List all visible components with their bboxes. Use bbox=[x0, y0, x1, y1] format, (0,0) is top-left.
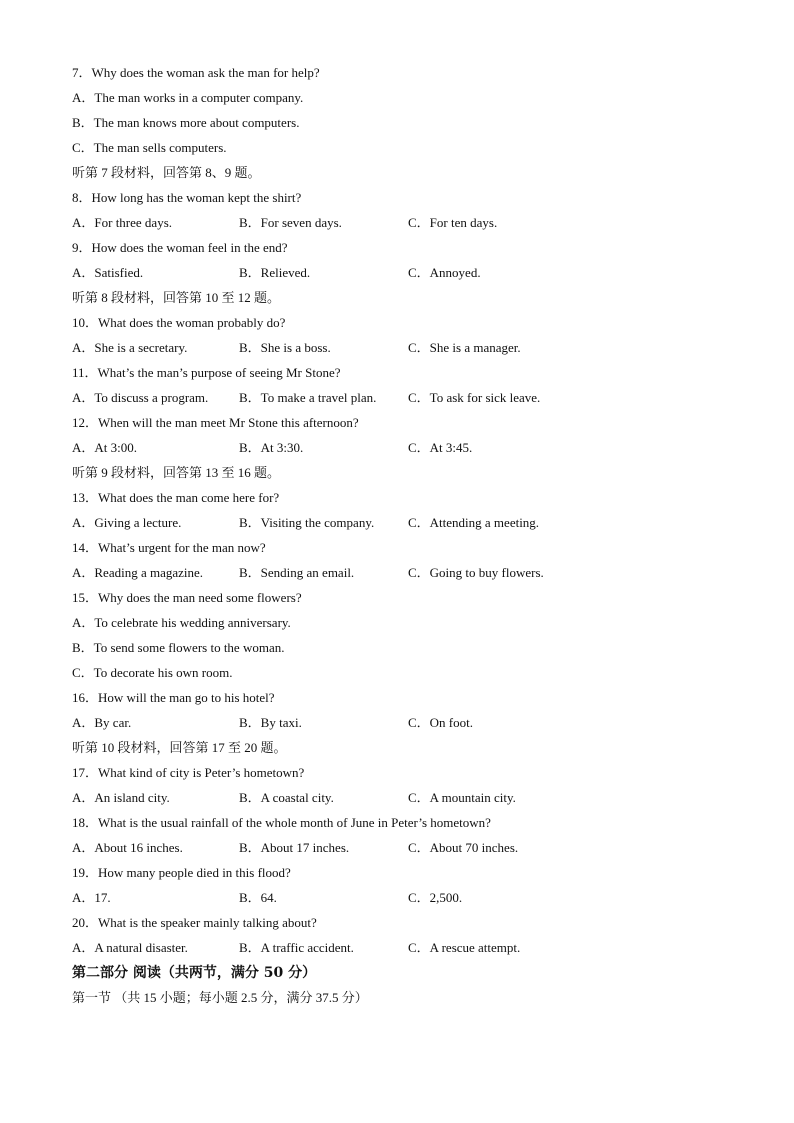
answer-option: C．She is a manager. bbox=[408, 340, 521, 355]
answer-option: C．A rescue attempt. bbox=[408, 940, 521, 955]
option-row bbox=[72, 339, 732, 364]
answer-option: A．Giving a lecture. bbox=[72, 515, 182, 530]
text-line: 11．What’s the man’s purpose of seeing Mr Stone? bbox=[72, 365, 341, 380]
answer-option: C．On foot. bbox=[408, 715, 474, 730]
text-line: B．To send some flowers to the woman. bbox=[72, 640, 285, 655]
text-line: 10．What does the woman probably do? bbox=[72, 315, 286, 330]
option-row bbox=[72, 439, 732, 464]
question-list bbox=[72, 64, 732, 1014]
answer-option: B．Sending an email. bbox=[239, 565, 355, 580]
answer-option: B．At 3:30. bbox=[239, 440, 304, 455]
answer-option: A．To discuss a program. bbox=[72, 390, 209, 405]
answer-option: B．A traffic accident. bbox=[239, 940, 354, 955]
answer-option: B．She is a boss. bbox=[239, 340, 331, 355]
text-line: 18．What is the usual rainfall of the whole month of June in Peter’s hometown? bbox=[72, 815, 491, 830]
answer-option: A．17. bbox=[72, 890, 111, 905]
option-row bbox=[72, 714, 732, 739]
answer-option: B．By taxi. bbox=[239, 715, 302, 730]
answer-option: C．To ask for sick leave. bbox=[408, 390, 541, 405]
text-line: 14．What’s urgent for the man now? bbox=[72, 540, 266, 555]
option-row bbox=[72, 789, 732, 814]
text-line: 8．How long has the woman kept the shirt? bbox=[72, 190, 302, 205]
text-line: 听第 10 段材料，回答第 17 至 20 题。 bbox=[72, 740, 287, 755]
answer-option: B．A coastal city. bbox=[239, 790, 334, 805]
text-line: A．The man works in a computer company. bbox=[72, 90, 304, 105]
text-line: 12．When will the man meet Mr Stone this afternoon? bbox=[72, 415, 359, 430]
answer-option: C．A mountain city. bbox=[408, 790, 516, 805]
answer-option: B．For seven days. bbox=[239, 215, 342, 230]
text-line: 7．Why does the woman ask the man for help? bbox=[72, 65, 320, 80]
text-line: C．To decorate his own room. bbox=[72, 665, 233, 680]
option-row bbox=[72, 514, 732, 539]
answer-option: C．About 70 inches. bbox=[408, 840, 519, 855]
answer-option: A．About 16 inches. bbox=[72, 840, 183, 855]
text-line: 听第 9 段材料，回答第 13 至 16 题。 bbox=[72, 465, 281, 480]
text-line: 15．Why does the man need some flowers? bbox=[72, 590, 302, 605]
answer-option: C．For ten days. bbox=[408, 215, 498, 230]
text-line: 第一节 （共 15 小题；每小题 2.5 分，满分 37.5 分） bbox=[72, 990, 368, 1005]
answer-option: A．Reading a magazine. bbox=[72, 565, 204, 580]
answer-option: A．She is a secretary. bbox=[72, 340, 188, 355]
answer-option: C．At 3:45. bbox=[408, 440, 473, 455]
answer-option: A．An island city. bbox=[72, 790, 170, 805]
option-row bbox=[72, 389, 732, 414]
text-line: 13．What does the man come here for? bbox=[72, 490, 280, 505]
option-row bbox=[72, 939, 732, 964]
answer-option: A．Satisfied. bbox=[72, 265, 144, 280]
text-line: 19．How many people died in this flood? bbox=[72, 865, 291, 880]
answer-option: B．Visiting the company. bbox=[239, 515, 375, 530]
answer-option: B．64. bbox=[239, 890, 277, 905]
answer-option: C．Attending a meeting. bbox=[408, 515, 540, 530]
option-row bbox=[72, 214, 732, 239]
option-row bbox=[72, 839, 732, 864]
option-row bbox=[72, 889, 732, 914]
text-line: 16．How will the man go to his hotel? bbox=[72, 690, 275, 705]
answer-option: C．2,500. bbox=[408, 890, 463, 905]
text-line: 9．How does the woman feel in the end? bbox=[72, 240, 288, 255]
text-line: B．The man knows more about computers. bbox=[72, 115, 300, 130]
answer-option: A．At 3:00. bbox=[72, 440, 138, 455]
text-line: 听第 7 段材料，回答第 8、9 题。 bbox=[72, 165, 261, 180]
text-line: C．The man sells computers. bbox=[72, 140, 227, 155]
text-line: A．To celebrate his wedding anniversary. bbox=[72, 615, 291, 630]
text-line: 20．What is the speaker mainly talking about? bbox=[72, 915, 317, 930]
answer-option: B．About 17 inches. bbox=[239, 840, 350, 855]
answer-option: C．Annoyed. bbox=[408, 265, 481, 280]
answer-option: A．For three days. bbox=[72, 215, 173, 230]
answer-option: B．To make a travel plan. bbox=[239, 390, 377, 405]
text-line: 听第 8 段材料，回答第 10 至 12 题。 bbox=[72, 290, 281, 305]
answer-option: A．By car. bbox=[72, 715, 132, 730]
option-row bbox=[72, 564, 732, 589]
answer-option: C．Going to buy flowers. bbox=[408, 565, 544, 580]
section-heading: 第二部分 阅读（共两节，满分 50 分） bbox=[72, 965, 317, 981]
text-line: 17．What kind of city is Peter’s hometown? bbox=[72, 765, 305, 780]
answer-option: B．Relieved. bbox=[239, 265, 311, 280]
answer-option: A．A natural disaster. bbox=[72, 940, 188, 955]
option-row bbox=[72, 264, 732, 289]
